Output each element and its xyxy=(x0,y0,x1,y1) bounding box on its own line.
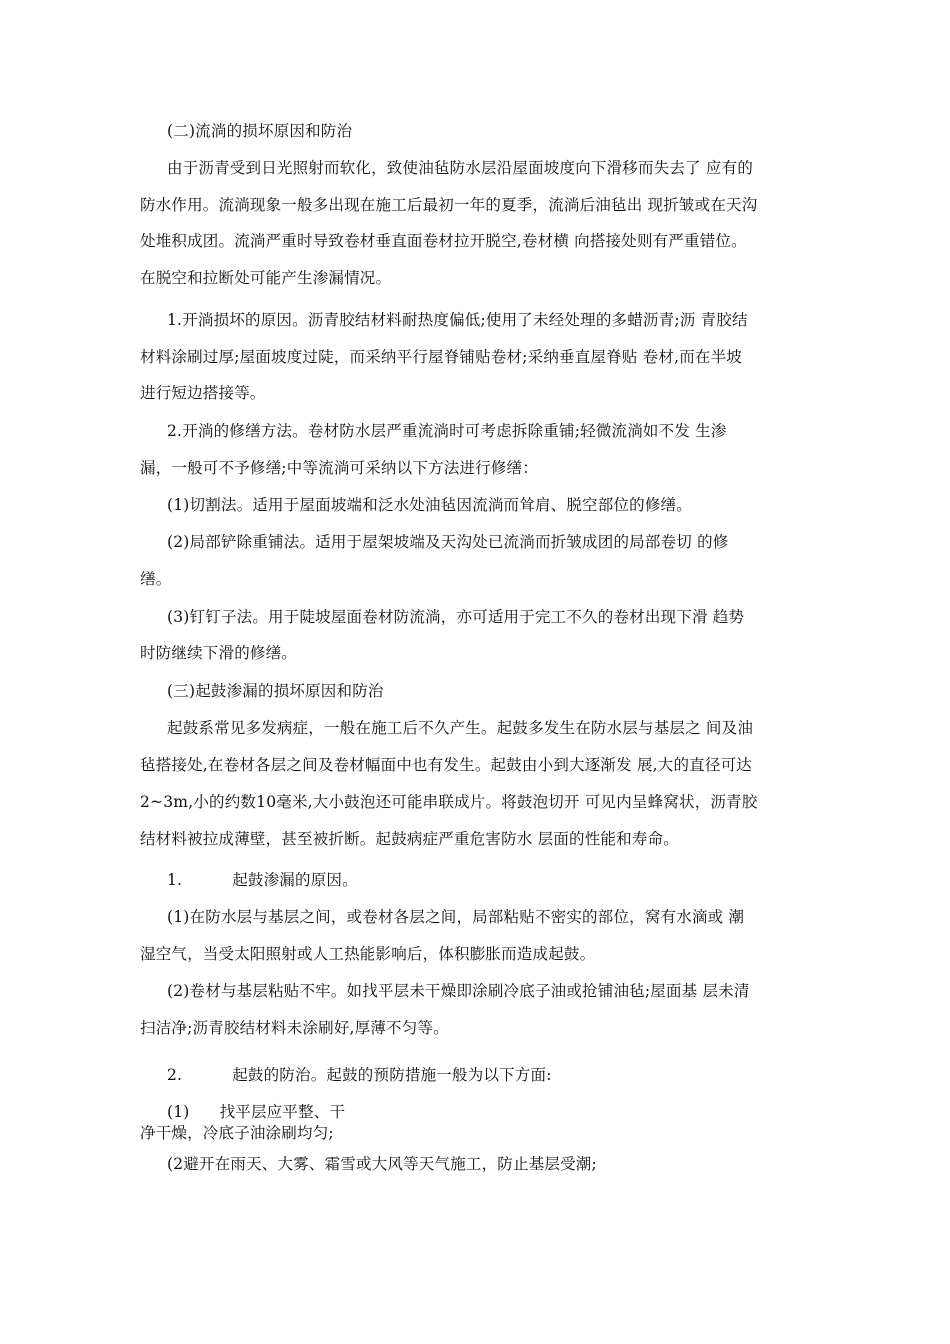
item-number: (1) xyxy=(167,1103,190,1121)
list-item-line: (1)在防水层与基层之间，或卷材各层之间，局部粘贴不密实的部位，窝有水滴或 潮 xyxy=(167,908,745,926)
paragraph-line: 毡搭接处,在卷材各层之间及卷材幅面中也有发生。起鼓由小到大逐渐发 展,大的直径可达 xyxy=(140,756,752,774)
list-item-line: 时防继续下滑的修缮。 xyxy=(140,644,298,662)
list-item-line: (2)卷材与基层粘贴不牢。如找平层未干燥即涂刷冷底子油或抢铺油毡;屋面基 层未清 xyxy=(167,982,750,1000)
paragraph-line: 1.开淌损坏的原因。沥青胶结材料耐热度偏低;使用了未经处理的多蜡沥青;沥 青胶结 xyxy=(167,311,748,329)
item-text: 起鼓的防治。起鼓的预防措施一般为以下方面: xyxy=(232,1066,552,1084)
paragraph-line: 在脱空和拉断处可能产生渗漏情况。 xyxy=(140,269,392,287)
list-item-line: (3)钉钉子法。用于陡坡屋面卷材防流淌，亦可适用于完工不久的卷材出现下滑 趋势 xyxy=(167,608,745,626)
paragraph-line: 材料涂刷过厚;屋面坡度过陡，而采纳平行屋脊铺贴卷材;采纳垂直屋脊贴 卷材,而在半坡 xyxy=(140,348,743,366)
paragraph-line: 进行短边搭接等。 xyxy=(140,384,266,402)
paragraph-line: 2.开淌的修缮方法。卷材防水层严重流淌时可考虑拆除重铺;轻微流淌如不发 生渗 xyxy=(167,422,727,440)
paragraph-line: 处堆积成团。流淌严重时导致卷材垂直面卷材拉开脱空,卷材横 向搭接处则有严重错位。 xyxy=(140,232,747,250)
section-heading-3: (三)起鼓渗漏的损坏原因和防治 xyxy=(167,682,384,700)
paragraph-line: 由于沥青受到日光照射而软化，致使油毡防水层沿屋面坡度向下滑移而失去了 应有的 xyxy=(167,159,754,177)
item-text: 找平层应平整、干 xyxy=(219,1103,346,1121)
list-item-line: 缮。 xyxy=(140,570,172,588)
list-item-line: 湿空气，当受太阳照射或人工热能影响后，体积膨胀而造成起鼓。 xyxy=(140,945,596,963)
list-item-line: 扫洁净;沥青胶结材料未涂刷好,厚薄不匀等。 xyxy=(140,1019,449,1037)
list-item-line xyxy=(167,1102,345,1122)
paragraph-line: 2~3m,小的约数10毫米,大小鼓泡还可能串联成片。将鼓泡切开 可见内呈蜂窝状，沥青胶 xyxy=(140,793,758,811)
numbered-heading-line xyxy=(167,870,358,890)
list-item-line: 净干燥，冷底子油涂刷均匀; xyxy=(140,1124,334,1142)
paragraph-line: 起鼓系常见多发病症，一般在施工后不久产生。起鼓多发生在防水层与基层之 间及油 xyxy=(167,719,754,737)
item-number: 2. xyxy=(167,1066,183,1084)
list-item-line: (2避开在雨天、大雾、霜雪或大风等天气施工，防止基层受潮; xyxy=(167,1155,597,1173)
section-heading-2: (二)流淌的损坏原因和防治 xyxy=(167,122,353,140)
item-text: 起鼓渗漏的原因。 xyxy=(232,871,358,889)
list-item-line: (2)局部铲除重铺法。适用于屋架坡端及天沟处已流淌而折皱成团的局部卷切 的修 xyxy=(167,533,729,551)
paragraph-line: 防水作用。流淌现象一般多出现在施工后最初一年的夏季，流淌后油毡出 现折皱或在天沟 xyxy=(140,196,758,214)
paragraph-line: 漏，一般可不予修缮;中等流淌可采纳以下方法进行修缮： xyxy=(140,459,538,477)
item-number: 1. xyxy=(167,871,183,889)
paragraph-line: 结材料被拉成薄壁，甚至被折断。起鼓病症严重危害防水 层面的性能和寿命。 xyxy=(140,830,679,848)
list-item-line: (1)切割法。适用于屋面坡端和泛水处油毡因流淌而耸肩、脱空部位的修缮。 xyxy=(167,496,692,514)
numbered-heading-line xyxy=(167,1065,552,1085)
